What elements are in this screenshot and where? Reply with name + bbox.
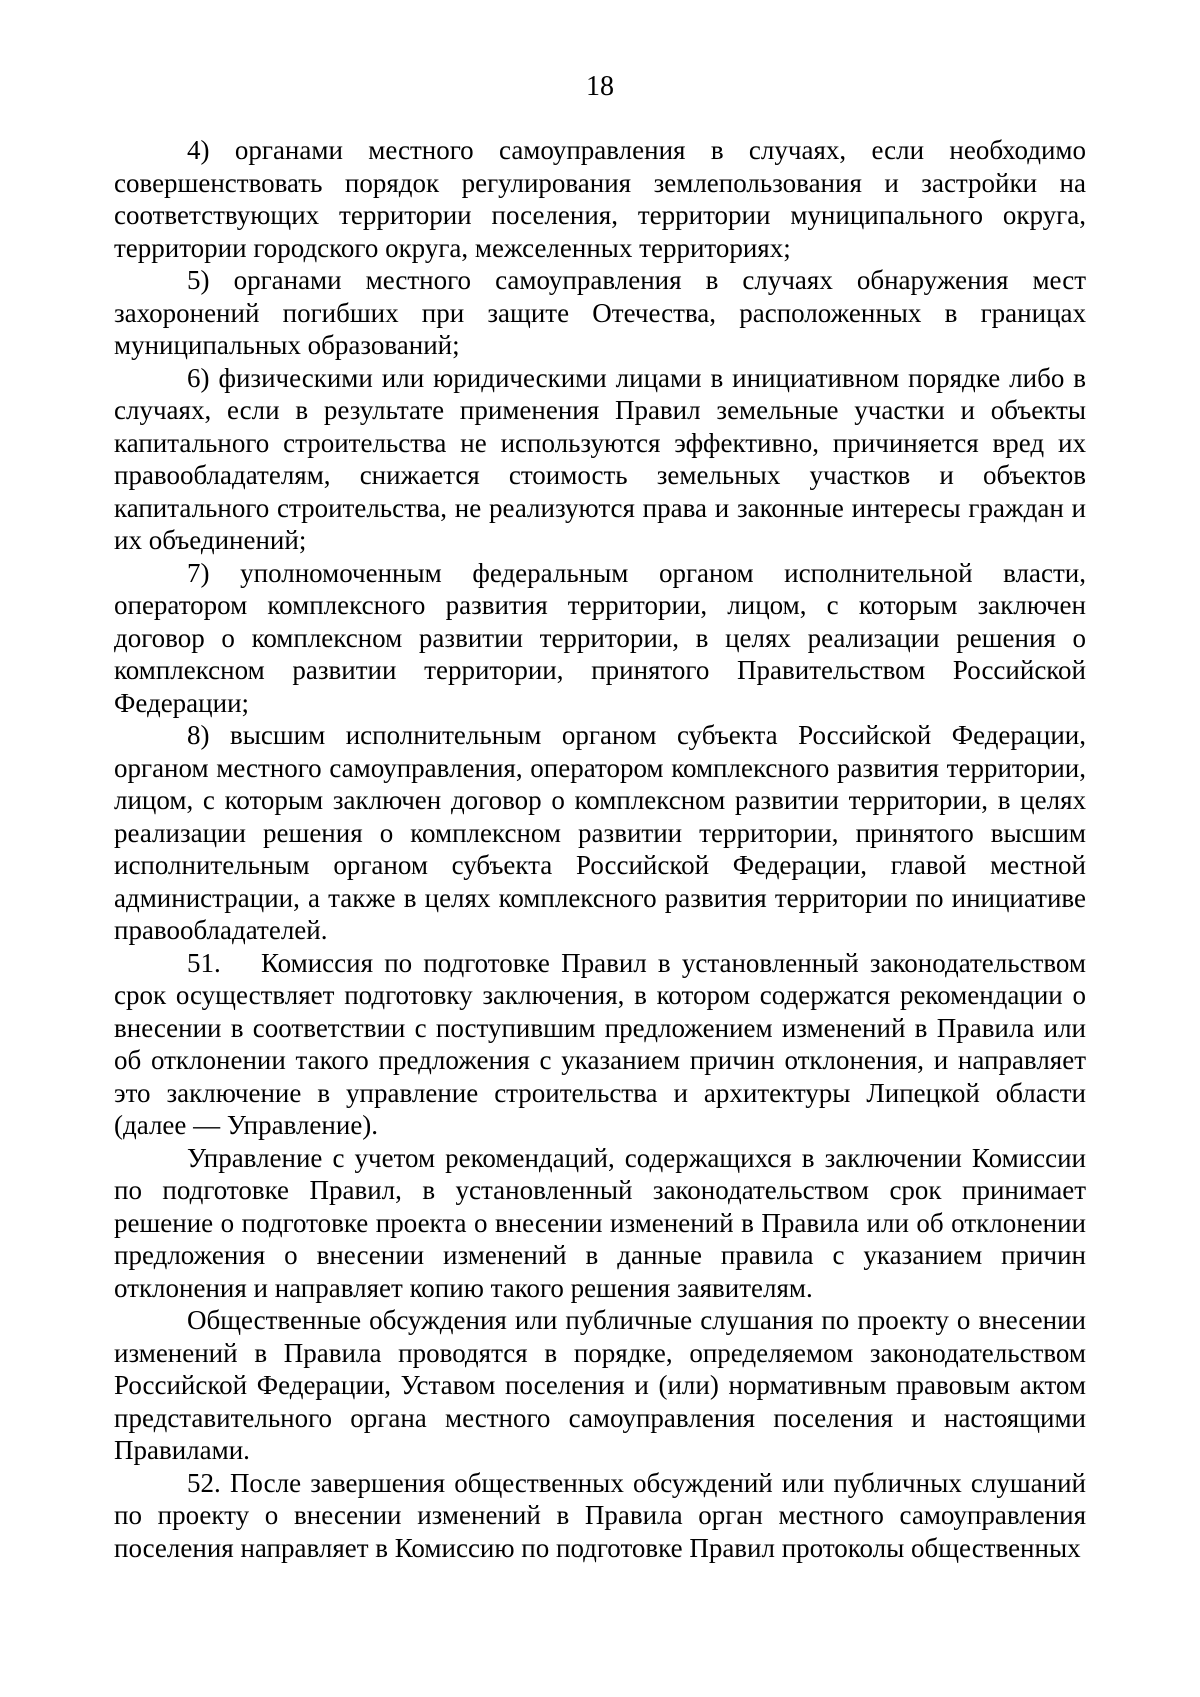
list-item-number: 4) xyxy=(187,135,210,165)
list-item-text: органами местного самоуправления в случаях обнаружения мест захоронений погибших при защите Отечества, расположенных в границах муниципальных образований; xyxy=(114,265,1087,360)
list-item-text: органами местного самоуправления в случаях, если необходимо совершенствовать порядок регулирования землепользования и застройки на соответствующих территории поселения, территории муниципального округа, территории городского округа, межселенных территориях; xyxy=(114,135,1087,263)
section-52 xyxy=(114,1467,1086,1565)
list-item-number: 5) xyxy=(187,265,210,295)
section-number: 52. xyxy=(187,1467,221,1498)
list-item-7 xyxy=(114,557,1086,720)
section-text: После завершения общественных обсуждений или публичных слушаний по проекту о внесении изменений в Правила орган местного самоуправления поселения направляет в Комиссию по подготовке Правил протоколы общественных xyxy=(114,1467,1086,1563)
list-item-text: уполномоченным федеральным органом исполнительной власти, оператором комплексного развития территории, лицом, с которым заключен договор о комплексном развитии территории, в целях реализации решения о комплексном развитии территории, принятого Правительством Российской Федерации; xyxy=(114,557,1086,718)
document-body xyxy=(114,134,1086,1564)
list-item-6 xyxy=(114,362,1086,557)
list-item-4 xyxy=(114,134,1086,264)
list-item-number: 7) xyxy=(187,557,210,588)
list-item-number: 6) xyxy=(187,362,210,393)
paragraph-text: Управление с учетом рекомендаций, содержащихся в заключении Комиссии по подготовке Правил, в установленный законодательством срок принимает решение о подготовке проекта о внесении изменений в Правила или об отклонении предложения о внесении изменений в данные правила с указанием причин отклонения и направляет копию такого решения заявителям. xyxy=(114,1142,1086,1303)
paragraph xyxy=(114,1304,1086,1467)
list-item-text: высшим исполнительным органом субъекта Российской Федерации, органом местного самоуправления, оператором комплексного развития территории, лицом, с которым заключен договор о комплексном развитии территории, в целях реализации решения о комплексном развитии территории, принятого высшим исполнительным органом субъекта Российской Федерации, главой местной администрации, а также в целях комплексного развития территории по инициативе правообладателей. xyxy=(114,720,1086,945)
section-text: Комиссия по подготовке Правил в установленный законодательством срок осуществляет подготовку заключения, в котором содержатся рекомендации о внесении в соответствии с поступившим предложением изменений в Правила или об отклонении такого предложения с указанием причин отклонения, и направляет это заключение в управление строительства и архитектуры Липецкой области (далее — Управление). xyxy=(114,947,1086,1140)
list-item-text: физическими или юридическими лицами в инициативном порядке либо в случаях, если в результате применения Правил земельные участки и объекты капитального строительства не используются эффективно, причиняется вред их правообладателям, снижается стоимость земельных участков и объектов капитального строительства, не реализуются права и законные интересы граждан и их объединений; xyxy=(114,362,1087,555)
list-item-5 xyxy=(114,264,1086,362)
section-51 xyxy=(114,947,1086,1142)
list-item-number: 8) xyxy=(187,720,210,750)
page-number: 18 xyxy=(586,71,614,102)
paragraph-text: Общественные обсуждения или публичные слушания по проекту о внесении изменений в Правила проводятся в порядке, определяемом законодательством Российской Федерации, Уставом поселения и (или) нормативным правовым актом представительного органа местного самоуправления поселения и настоящими Правилами. xyxy=(114,1305,1086,1465)
section-number: 51. xyxy=(187,947,221,978)
paragraph xyxy=(114,1142,1086,1305)
list-item-8 xyxy=(114,719,1086,947)
